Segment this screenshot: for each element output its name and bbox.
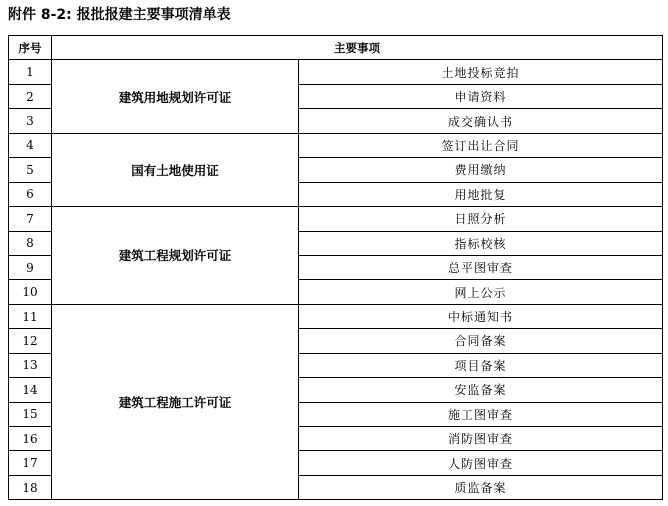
items-table (8, 35, 663, 500)
row-number: 14 (9, 378, 52, 402)
row-number: 18 (9, 475, 52, 499)
category-cell: 建筑用地规划许可证 (52, 60, 299, 133)
table-row (9, 207, 663, 231)
item-cell: 总平图审查 (299, 255, 663, 279)
header-main-items: 主要事项 (52, 36, 663, 60)
table-row (9, 133, 663, 157)
row-number: 15 (9, 402, 52, 426)
row-number: 16 (9, 427, 52, 451)
item-cell: 土地投标竞拍 (299, 60, 663, 84)
item-cell: 成交确认书 (299, 109, 663, 133)
item-cell: 项目备案 (299, 353, 663, 377)
item-cell: 申请资料 (299, 84, 663, 108)
row-number: 13 (9, 353, 52, 377)
category-cell: 建筑工程施工许可证 (52, 304, 299, 500)
row-number: 4 (9, 133, 52, 157)
row-number: 5 (9, 158, 52, 182)
category-cell: 国有土地使用证 (52, 133, 299, 206)
item-cell: 用地批复 (299, 182, 663, 206)
row-number: 17 (9, 451, 52, 475)
item-cell: 消防图审查 (299, 427, 663, 451)
document-title: 附件 8-2: 报批报建主要事项清单表 (8, 7, 231, 23)
row-number: 10 (9, 280, 52, 304)
item-cell: 日照分析 (299, 207, 663, 231)
header-row (9, 36, 663, 60)
row-number: 12 (9, 329, 52, 353)
item-cell: 费用缴纳 (299, 158, 663, 182)
row-number: 9 (9, 255, 52, 279)
item-cell: 中标通知书 (299, 304, 663, 328)
row-number: 2 (9, 84, 52, 108)
item-cell: 施工图审查 (299, 402, 663, 426)
item-cell: 合同备案 (299, 329, 663, 353)
row-number: 8 (9, 231, 52, 255)
header-number: 序号 (9, 36, 52, 60)
row-number: 7 (9, 207, 52, 231)
item-cell: 质监备案 (299, 475, 663, 499)
item-cell: 签订出让合同 (299, 133, 663, 157)
item-cell: 网上公示 (299, 280, 663, 304)
row-number: 3 (9, 109, 52, 133)
item-cell: 安监备案 (299, 378, 663, 402)
table-row (9, 60, 663, 84)
row-number: 1 (9, 60, 52, 84)
table-row (9, 304, 663, 328)
item-cell: 指标校核 (299, 231, 663, 255)
item-cell: 人防图审查 (299, 451, 663, 475)
row-number: 11 (9, 304, 52, 328)
category-cell: 建筑工程规划许可证 (52, 207, 299, 305)
row-number: 6 (9, 182, 52, 206)
